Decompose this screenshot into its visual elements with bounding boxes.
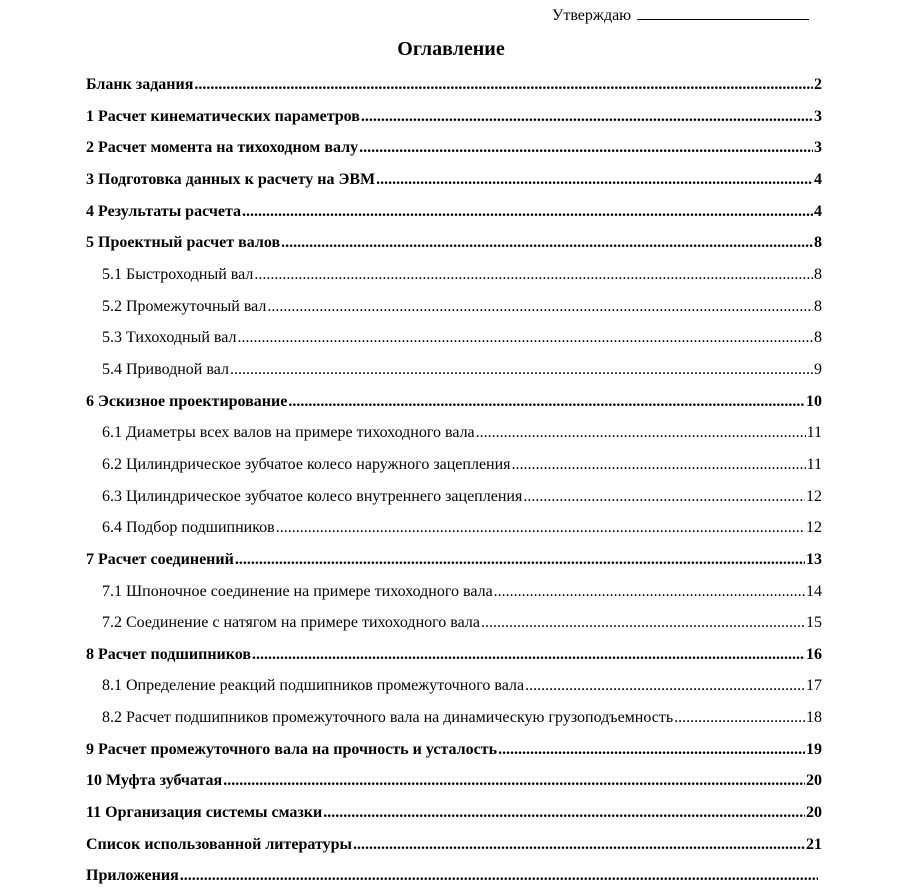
toc-dot-leader	[252, 639, 805, 671]
toc-entry[interactable]	[86, 765, 822, 797]
toc-entry[interactable]	[86, 702, 822, 734]
toc-dot-leader	[323, 797, 805, 829]
toc-entry-title: 6.1 Диаметры всех валов на примере тихоходного вала	[102, 424, 475, 442]
toc-entry-title: 6.4 Подбор подшипников	[102, 519, 275, 537]
toc-entry[interactable]	[86, 607, 822, 639]
toc-dot-leader	[242, 196, 813, 228]
toc-entry-page: 14	[806, 582, 822, 600]
toc-entry[interactable]	[86, 670, 822, 702]
toc-entry-page: 2	[814, 76, 822, 93]
toc-dot-leader	[194, 69, 813, 101]
toc-entry-page: 15	[806, 614, 822, 632]
toc-entry-page: 3	[814, 107, 822, 125]
toc-entry[interactable]	[86, 734, 822, 766]
approve-label: Утверждаю	[552, 7, 632, 24]
toc-entry[interactable]	[86, 481, 822, 513]
toc-entry-title: 8.1 Определение реакций подшипников промежуточного вала	[102, 677, 525, 695]
toc-entry-title: 7 Расчет соединений	[86, 550, 234, 568]
table-of-contents	[86, 69, 822, 892]
toc-entry[interactable]	[86, 69, 822, 101]
toc-entry[interactable]	[86, 196, 822, 228]
toc-entry-page: 8	[814, 329, 822, 347]
toc-entry-page: 17	[806, 677, 822, 695]
toc-entry-title: 8 Расчет подшипников	[86, 645, 252, 663]
toc-entry-title: 5.1 Быстроходный вал	[102, 265, 254, 283]
toc-dot-leader	[288, 386, 805, 418]
toc-entry-title: Приложения	[86, 867, 179, 885]
toc-entry[interactable]	[86, 322, 822, 354]
toc-entry[interactable]	[86, 512, 822, 544]
toc-entry-page: 19	[806, 740, 822, 758]
toc-entry-title: 7.2 Соединение с натягом на примере тихоходного вала	[102, 614, 480, 632]
toc-entry-page: 9	[814, 360, 822, 378]
toc-entry[interactable]	[86, 259, 822, 291]
toc-dot-leader	[223, 765, 805, 797]
toc-entry[interactable]	[86, 291, 822, 323]
toc-entry[interactable]	[86, 797, 822, 829]
toc-entry[interactable]	[86, 354, 822, 386]
toc-entry[interactable]	[86, 449, 822, 481]
toc-entry[interactable]	[86, 386, 822, 418]
toc-dot-leader	[230, 354, 813, 386]
toc-entry-page: 13	[806, 550, 822, 568]
toc-entry-page: 3	[814, 139, 822, 157]
toc-entry-title: 8.2 Расчет подшипников промежуточного вала на динамическую грузоподъемность	[102, 709, 674, 727]
toc-dot-leader	[525, 670, 805, 702]
toc-entry[interactable]	[86, 417, 822, 449]
toc-entry-page: 10	[806, 392, 822, 410]
toc-entry[interactable]	[86, 227, 822, 259]
toc-entry[interactable]	[86, 132, 822, 164]
toc-dot-leader	[359, 132, 813, 164]
toc-dot-leader	[512, 449, 806, 481]
toc-entry-title: 11 Организация системы смазки	[86, 804, 323, 822]
signature-line	[637, 5, 809, 20]
toc-entry-title: 5.4 Приводной вал	[102, 360, 229, 378]
toc-entry[interactable]	[86, 639, 822, 671]
approval-line	[552, 5, 809, 27]
toc-entry-title: 6.3 Цилиндрическое зубчатое колесо внутреннего зацепления	[102, 487, 523, 505]
toc-entry-title: 5.2 Промежуточный вал	[102, 297, 267, 315]
toc-dot-leader	[523, 481, 805, 513]
toc-entry[interactable]	[86, 576, 822, 608]
toc-dot-leader	[376, 164, 813, 196]
toc-entry-title: 7.1 Шпоночное соединение на примере тихоходного вала	[102, 582, 493, 600]
toc-entry-page: 4	[814, 170, 822, 188]
toc-entry[interactable]	[86, 544, 822, 576]
toc-dot-leader	[267, 291, 813, 323]
toc-dot-leader	[237, 322, 813, 354]
toc-entry[interactable]	[86, 829, 822, 861]
toc-dot-leader	[476, 417, 806, 449]
toc-entry-title: 6.2 Цилиндрическое зубчатое колесо наружного зацепления	[102, 455, 511, 473]
toc-entry-page: 11	[806, 424, 822, 442]
toc-entry-title: Список использованной литературы	[86, 835, 352, 853]
toc-entry[interactable]	[86, 164, 822, 196]
toc-entry-page: 18	[806, 709, 822, 727]
toc-entry-title: 3 Подготовка данных к расчету на ЭВМ	[86, 170, 376, 188]
toc-entry-page: 20	[806, 804, 822, 822]
toc-entry-title: 6 Эскизное проектирование	[86, 392, 288, 410]
toc-dot-leader	[353, 829, 805, 861]
toc-entry-page: 8	[814, 234, 822, 252]
toc-dot-leader	[361, 101, 813, 133]
toc-entry-page: 21	[806, 835, 822, 853]
toc-dot-leader	[180, 860, 818, 892]
toc-entry-page: 16	[806, 645, 822, 663]
toc-entry-page: 8	[814, 297, 822, 315]
toc-entry-page: 8	[814, 265, 822, 283]
toc-entry-title: 1 Расчет кинематических параметров	[86, 107, 360, 125]
toc-dot-leader	[481, 607, 805, 639]
toc-entry-page: 4	[814, 202, 822, 220]
toc-entry-page: 11	[806, 455, 822, 473]
toc-dot-leader	[276, 512, 805, 544]
toc-entry-page: 20	[806, 772, 822, 790]
toc-dot-leader	[254, 259, 813, 291]
toc-entry-page: 12	[806, 487, 822, 505]
toc-entry-title: 10 Муфта зубчатая	[86, 772, 223, 790]
toc-entry-title: 5.3 Тихоходный вал	[102, 329, 237, 347]
toc-entry-title: 4 Результаты расчета	[86, 202, 242, 220]
toc-dot-leader	[281, 227, 813, 259]
page-title: Оглавление	[397, 38, 505, 60]
toc-entry-title: 5 Проектный расчет валов	[86, 234, 281, 252]
toc-entry[interactable]	[86, 860, 822, 892]
toc-dot-leader	[498, 734, 805, 766]
toc-entry[interactable]	[86, 101, 822, 133]
toc-dot-leader	[674, 702, 805, 734]
toc-dot-leader	[494, 576, 805, 608]
toc-entry-title: Бланк задания	[86, 76, 194, 93]
toc-dot-leader	[235, 544, 805, 576]
toc-entry-title: 2 Расчет момента на тихоходном валу	[86, 139, 359, 157]
toc-entry-page: 12	[806, 519, 822, 537]
toc-entry-title: 9 Расчет промежуточного вала на прочность и усталость	[86, 740, 498, 758]
